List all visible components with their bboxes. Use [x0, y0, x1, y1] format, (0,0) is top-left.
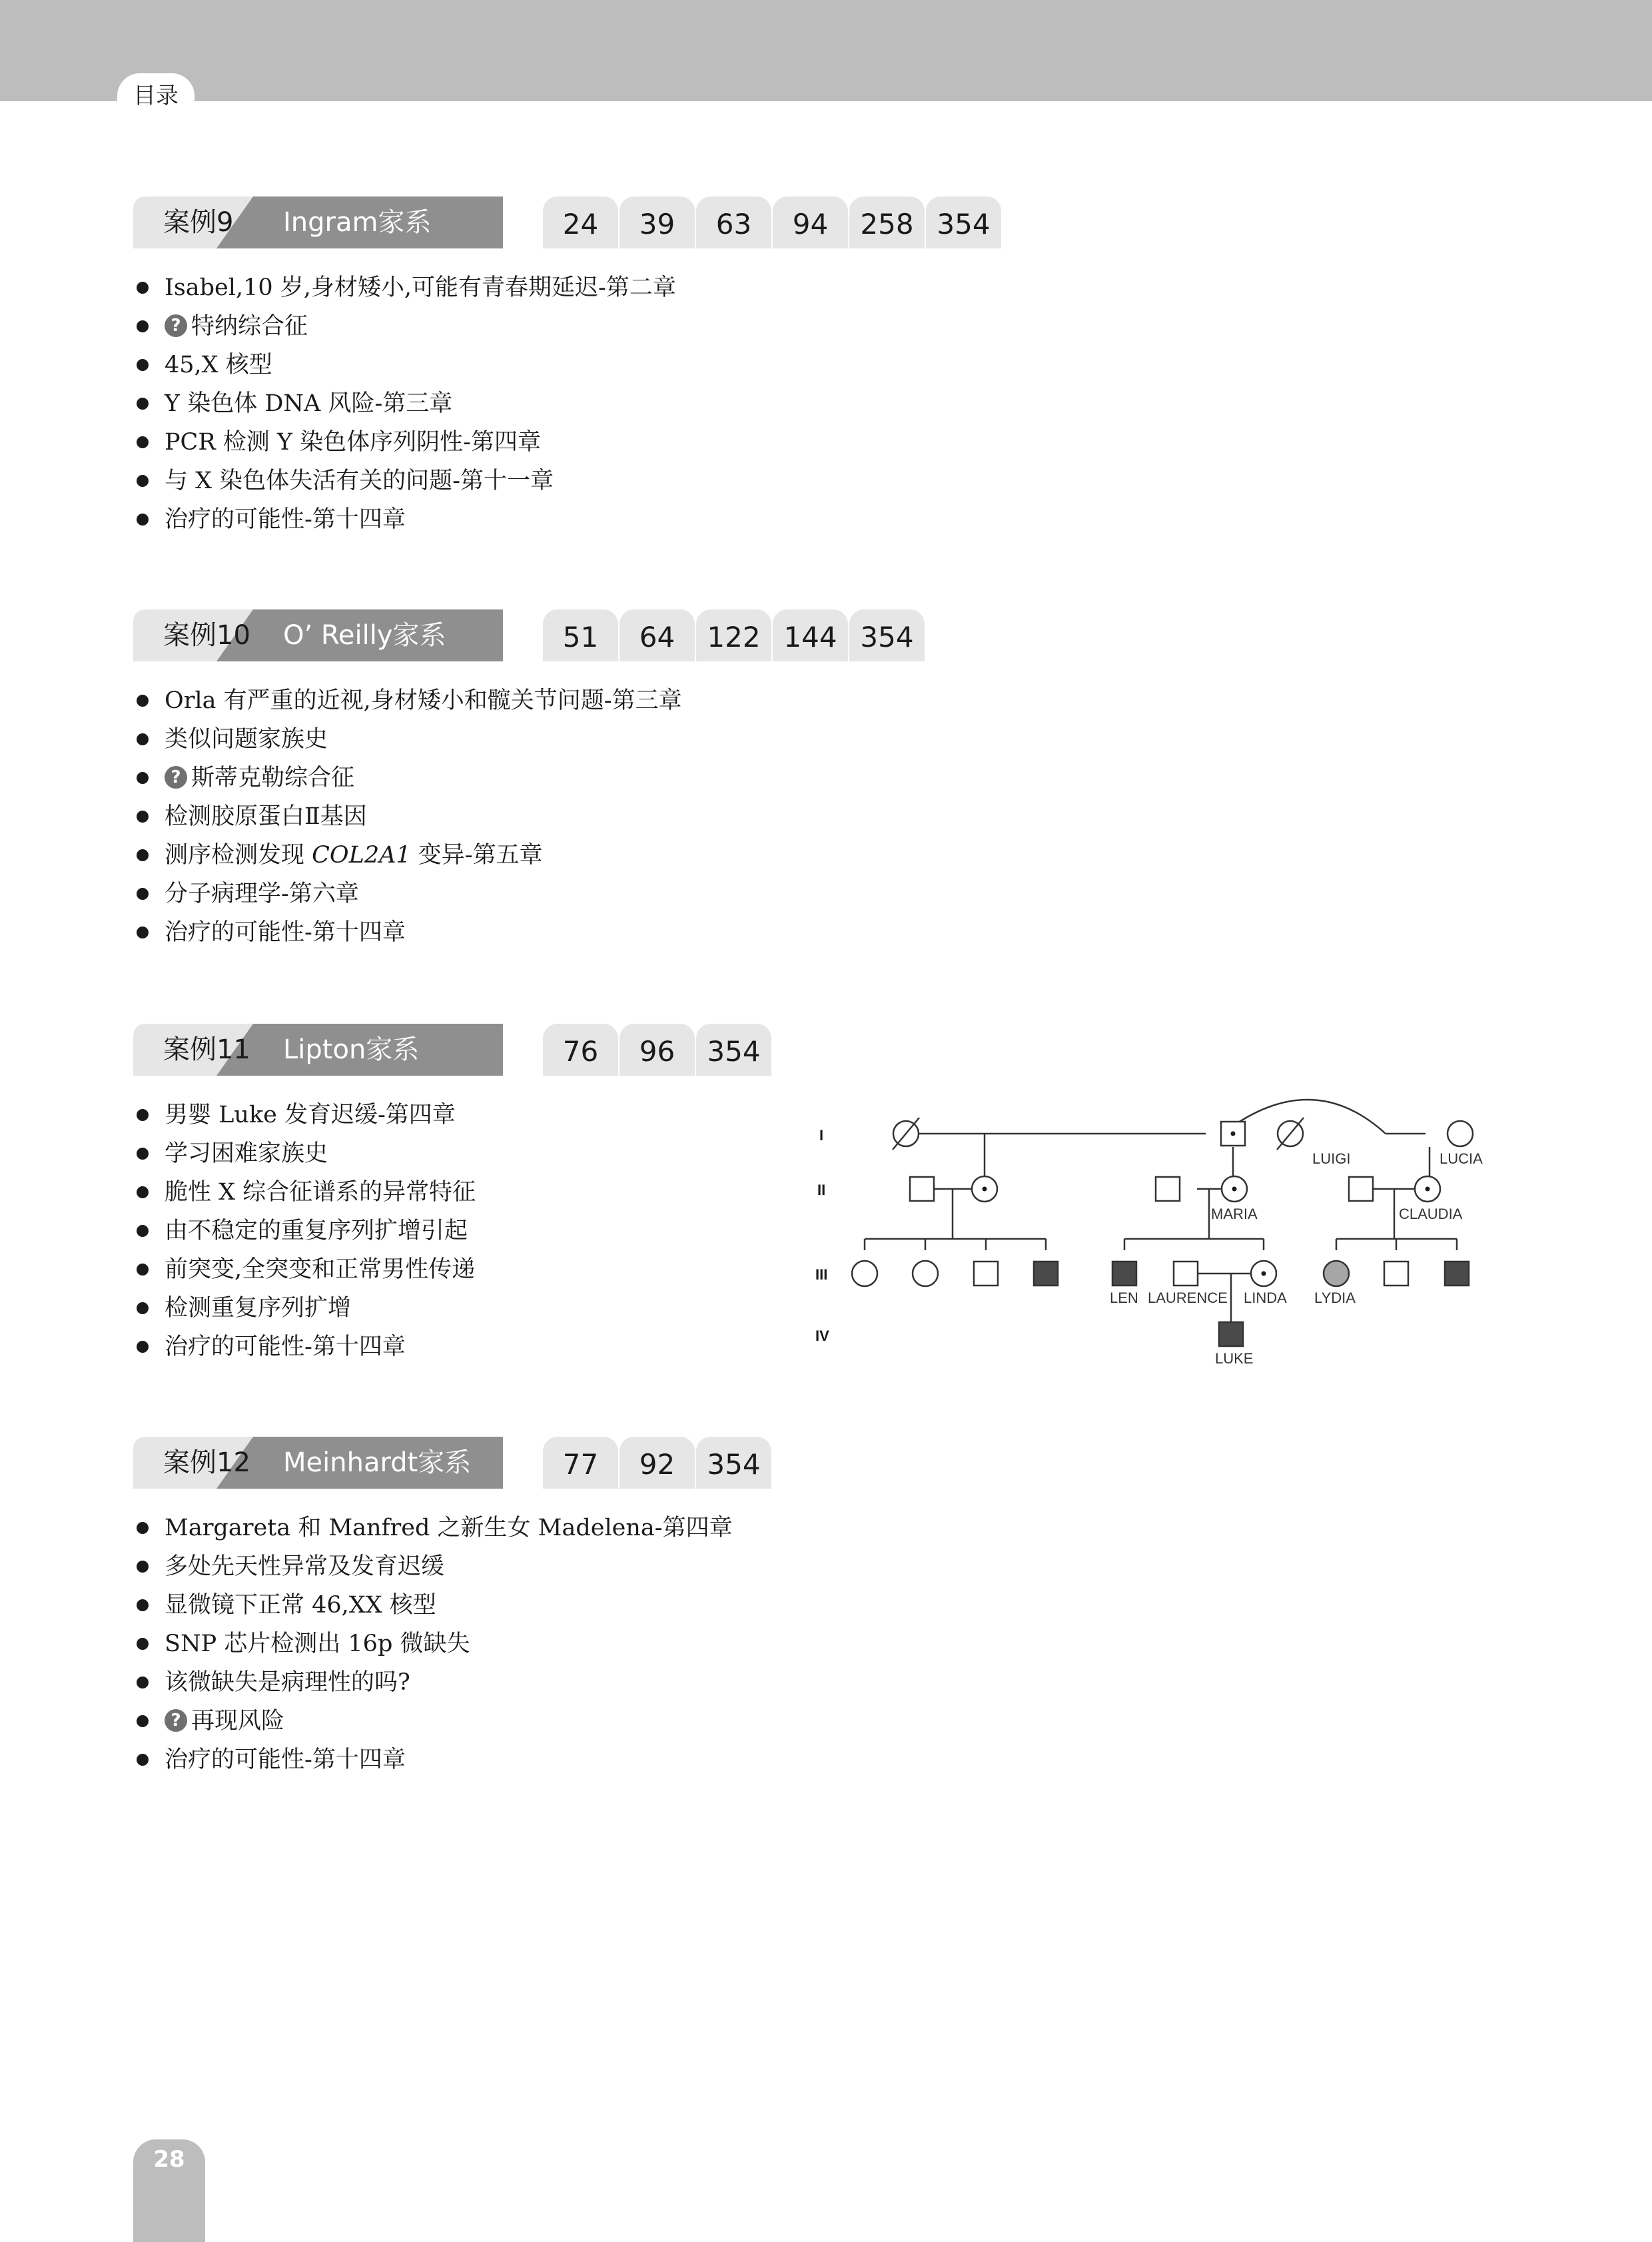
list-item-text: 45,X 核型 [165, 352, 272, 378]
list-item-text: 学习困难家族史 [165, 1140, 328, 1167]
case-family-name: O’ Reilly家系 [283, 620, 446, 651]
toc-tab[interactable]: 目录 [117, 73, 195, 119]
top-banner [0, 0, 1652, 101]
page-reference[interactable]: 24 [543, 196, 618, 248]
generation-label: III [815, 1266, 828, 1283]
bullet-icon [137, 1341, 149, 1353]
case-header [133, 1024, 503, 1076]
list-item [137, 1096, 476, 1134]
case-family-name: Ingram家系 [283, 207, 432, 238]
carrier-dot [983, 1187, 987, 1192]
generation-label: IV [815, 1327, 829, 1344]
individual-name-linda: LINDA [1244, 1290, 1287, 1306]
individual-name-maria: MARIA [1211, 1206, 1258, 1222]
case-number: 案例10 [163, 620, 250, 651]
gene-symbol: COL2A1 [312, 842, 411, 869]
bullet-icon [137, 1754, 149, 1766]
list-item-text: 该微缺失是病理性的吗? [165, 1669, 410, 1696]
bullet-icon [137, 1186, 149, 1198]
list-item [137, 1173, 476, 1212]
bullet-icon [137, 1715, 149, 1727]
list-item-text: 脆性 X 综合征谱系的异常特征 [165, 1179, 476, 1206]
list-item [137, 268, 676, 307]
male-symbol [910, 1177, 934, 1201]
list-item [137, 1212, 476, 1250]
list-item [137, 875, 682, 913]
bullet-icon [137, 320, 149, 332]
page-reference[interactable]: 144 [773, 609, 848, 661]
list-item [137, 720, 682, 759]
male-symbol [1349, 1177, 1373, 1201]
affected-male-symbol [1034, 1262, 1058, 1286]
carrier-dot [1231, 1132, 1236, 1136]
list-item [137, 1663, 733, 1702]
bullet-icon [137, 1148, 149, 1160]
list-item-text: Margareta 和 Manfred 之新生女 Madelena-第四章 [165, 1515, 733, 1541]
list-item-text: 测序检测发现 COL2A1 变异-第五章 [165, 842, 543, 869]
case-bullet-list [137, 1096, 476, 1366]
affected-male-symbol [1219, 1322, 1243, 1346]
list-item-text: 再现风险 [191, 1708, 285, 1734]
bullet-icon [137, 695, 149, 707]
page-reference[interactable]: 77 [543, 1437, 618, 1489]
page-reference[interactable]: 94 [773, 196, 848, 248]
individual-name-lucia: LUCIA [1440, 1150, 1483, 1167]
bullet-icon [137, 1225, 149, 1237]
case-number: 案例11 [163, 1034, 250, 1065]
case-number: 案例12 [163, 1447, 250, 1478]
affected-male-symbol [1445, 1262, 1469, 1286]
bullet-icon [137, 1677, 149, 1688]
list-item-text: 由不稳定的重复序列扩增引起 [165, 1218, 468, 1244]
list-item-text: 治疗的可能性-第十四章 [165, 1746, 406, 1773]
page-reference[interactable]: 64 [620, 609, 695, 661]
male-symbol [1156, 1177, 1180, 1201]
question-icon: ? [165, 1709, 187, 1732]
case-header [133, 609, 503, 661]
list-item-text: 特纳综合征 [191, 313, 308, 340]
bullet-icon [137, 359, 149, 371]
list-item [137, 1327, 476, 1366]
list-item-text: 治疗的可能性-第十四章 [165, 506, 406, 533]
case-family-name: Lipton家系 [283, 1034, 420, 1065]
list-item [137, 1250, 476, 1289]
page-reference[interactable]: 354 [926, 196, 1001, 248]
list-item [137, 1702, 733, 1740]
page-reference[interactable]: 51 [543, 609, 618, 661]
list-item-text: 检测胶原蛋白Ⅱ基因 [165, 803, 367, 830]
list-item-text: 分子病理学-第六章 [165, 881, 359, 907]
individual-name-lydia: LYDIA [1314, 1290, 1356, 1306]
individual-name-len: LEN [1110, 1290, 1138, 1306]
list-item [137, 384, 676, 423]
bullet-icon [137, 398, 149, 410]
individual-name-luigi: LUIGI [1312, 1150, 1351, 1167]
list-item [137, 913, 682, 952]
bullet-icon [137, 282, 149, 294]
case-header [133, 196, 503, 248]
page-reference[interactable]: 122 [696, 609, 771, 661]
individual-name-claudia: CLAUDIA [1399, 1206, 1463, 1222]
page-reference[interactable]: 258 [849, 196, 925, 248]
list-item [137, 1509, 733, 1547]
carrier-dot [1232, 1187, 1237, 1192]
page-reference-list [543, 609, 926, 661]
bullet-icon [137, 733, 149, 745]
list-item [137, 307, 676, 346]
page-reference[interactable]: 76 [543, 1024, 618, 1076]
bullet-icon [137, 1561, 149, 1573]
carrier-dot [1262, 1272, 1266, 1276]
carrier-dot [1426, 1187, 1430, 1192]
page-reference[interactable]: 39 [620, 196, 695, 248]
affected-female-symbol [1324, 1261, 1349, 1286]
page-reference[interactable]: 96 [620, 1024, 695, 1076]
pedigree-diagram [799, 1092, 1519, 1385]
list-item [137, 797, 682, 836]
list-item [137, 423, 676, 462]
list-item [137, 346, 676, 384]
list-item [137, 1625, 733, 1663]
list-item [137, 1740, 733, 1779]
page-number: 28 [153, 2146, 185, 2173]
generation-label: I [819, 1127, 824, 1144]
male-symbol [1174, 1262, 1198, 1286]
list-item [137, 500, 676, 539]
question-icon: ? [165, 314, 187, 337]
generation-label: II [817, 1182, 826, 1198]
female-symbol [1447, 1121, 1473, 1146]
individual-name-laurence: LAURENCE [1148, 1290, 1228, 1306]
list-item-text: 斯蒂克勒综合征 [191, 765, 355, 791]
male-symbol [974, 1262, 998, 1286]
affected-male-symbol [1112, 1262, 1136, 1286]
list-item-text: 多处先天性异常及发育迟缓 [165, 1553, 445, 1580]
question-icon: ? [165, 766, 187, 789]
list-item [137, 1289, 476, 1327]
list-item [137, 759, 682, 797]
bullet-icon [137, 1264, 149, 1276]
list-item-text: 治疗的可能性-第十四章 [165, 919, 406, 946]
bullet-icon [137, 849, 149, 861]
bullet-icon [137, 1109, 149, 1121]
list-item [137, 1547, 733, 1586]
page-reference[interactable]: 92 [620, 1437, 695, 1489]
bullet-icon [137, 475, 149, 487]
page-reference[interactable]: 63 [696, 196, 771, 248]
bullet-icon [137, 811, 149, 823]
case-number: 案例9 [163, 207, 234, 238]
bullet-icon [137, 1302, 149, 1314]
case-header [133, 1437, 503, 1489]
case-bullet-list [137, 1509, 733, 1779]
case-bullet-list [137, 268, 676, 539]
page-reference[interactable]: 354 [696, 1437, 771, 1489]
individual-name-luke: LUKE [1215, 1350, 1254, 1367]
page-reference[interactable]: 354 [849, 609, 925, 661]
female-symbol [852, 1261, 877, 1286]
list-item-text: PCR 检测 Y 染色体序列阴性-第四章 [165, 429, 541, 456]
female-symbol [913, 1261, 938, 1286]
list-item-text: 治疗的可能性-第十四章 [165, 1333, 406, 1360]
list-item [137, 462, 676, 500]
list-item-text: Orla 有严重的近视,身材矮小和髋关节问题-第三章 [165, 687, 682, 714]
list-item-text: 检测重复序列扩增 [165, 1295, 352, 1321]
marriage-arc [1222, 1100, 1386, 1134]
bullet-icon [137, 927, 149, 938]
list-item-text: SNP 芯片检测出 16p 微缺失 [165, 1631, 470, 1657]
bullet-icon [137, 888, 149, 900]
list-item-text: 前突变,全突变和正常男性传递 [165, 1256, 476, 1283]
page-number-tab [133, 2139, 205, 2242]
list-item [137, 1586, 733, 1625]
list-item-text: 显微镜下正常 46,XX 核型 [165, 1592, 436, 1619]
page-reference-list [543, 1024, 773, 1076]
bullet-icon [137, 514, 149, 526]
list-item-text: 与 X 染色体失活有关的问题-第十一章 [165, 468, 554, 494]
bullet-icon [137, 436, 149, 448]
list-item [137, 836, 682, 875]
male-symbol [1384, 1262, 1408, 1286]
list-item-text: 类似问题家族史 [165, 726, 328, 753]
case-family-name: Meinhardt家系 [283, 1447, 472, 1478]
page-reference[interactable]: 354 [696, 1024, 771, 1076]
list-item [137, 1134, 476, 1173]
list-item [137, 681, 682, 720]
list-item-text: Isabel,10 岁,身材矮小,可能有青春期延迟-第二章 [165, 274, 676, 301]
bullet-icon [137, 1599, 149, 1611]
bullet-icon [137, 1522, 149, 1534]
list-item-text: Y 染色体 DNA 风险-第三章 [165, 390, 453, 417]
list-item-text: 男婴 Luke 发育迟缓-第四章 [165, 1102, 456, 1128]
page-reference-list [543, 196, 1003, 248]
bullet-icon [137, 772, 149, 784]
bullet-icon [137, 1638, 149, 1650]
page-reference-list [543, 1437, 773, 1489]
case-bullet-list [137, 681, 682, 952]
